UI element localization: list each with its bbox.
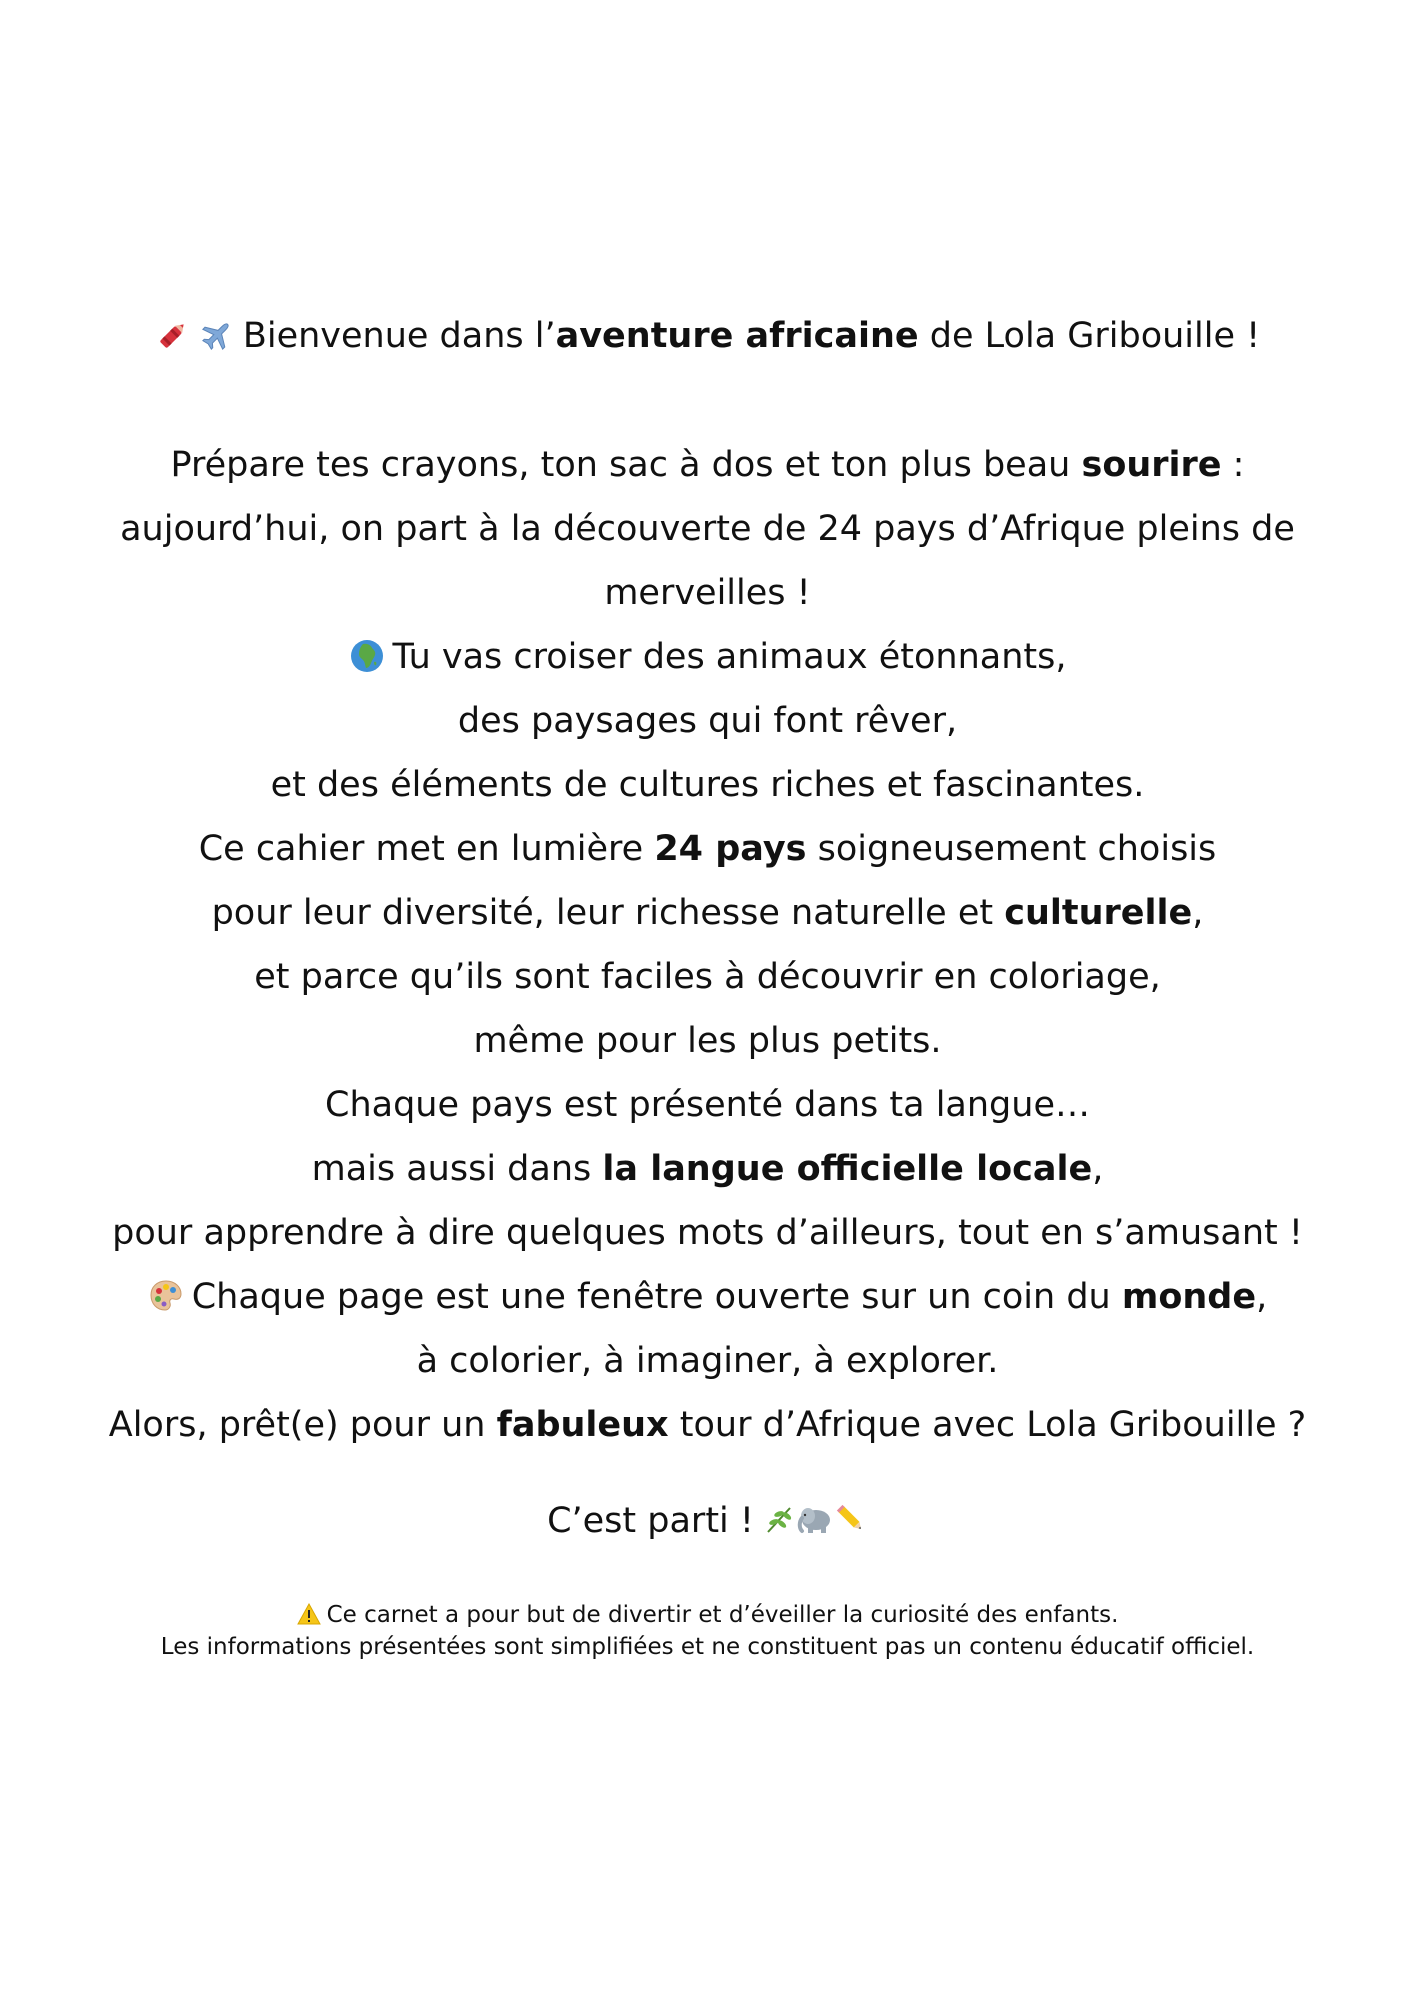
title-text-end: de Lola Gribouille !: [918, 316, 1261, 356]
title-text-bold: aventure africaine: [555, 316, 919, 356]
closing-line: [0, 1496, 1415, 1552]
line-text: ,: [1256, 1277, 1268, 1317]
line-text: mais aussi dans: [311, 1149, 603, 1189]
closing-icons: [762, 1502, 868, 1552]
disclaimer-line-2: [0, 1631, 1415, 1663]
line-text: Tu vas croiser des animaux étonnants,: [392, 637, 1067, 677]
intro-line-1: [0, 440, 1415, 490]
line-text: ,: [1092, 1149, 1104, 1189]
disclaimer-text-2: Les informations présentées sont simplifiées et ne constituent pas un contenu éducatif officiel.: [160, 1634, 1255, 1660]
leaf-icon: [762, 1507, 796, 1547]
intro-line-15: [0, 1336, 1415, 1386]
line-text: Ce cahier met en lumière: [198, 829, 655, 869]
line-text: des paysages qui font rêver,: [457, 701, 958, 741]
line-text-bold: sourire: [1081, 445, 1222, 485]
line-text: et parce qu’ils sont faciles à découvrir en coloriage,: [254, 957, 1161, 997]
line-text: pour apprendre à dire quelques mots d’ailleurs, tout en s’amusant !: [112, 1213, 1303, 1253]
line-text: Chaque page est une fenêtre ouverte sur un coin du: [191, 1277, 1122, 1317]
warning-icon: [297, 1603, 321, 1625]
line-text: aujourd’hui, on part à la découverte de 24 pays d’Afrique pleins de: [120, 509, 1295, 549]
pencil-icon: [834, 1507, 868, 1547]
line-text: merveilles !: [604, 573, 811, 613]
line-text-bold: la langue officielle locale: [602, 1149, 1093, 1189]
intro-line-8: [0, 888, 1415, 938]
globe-africa-icon: [349, 638, 385, 674]
line-text-bold: 24 pays: [654, 829, 807, 869]
line-text: ,: [1192, 893, 1204, 933]
intro-line-13: [0, 1208, 1415, 1258]
intro-line-7: [0, 824, 1415, 874]
line-text: et des éléments de cultures riches et fascinantes.: [270, 765, 1145, 805]
line-text: Chaque pays est présenté dans ta langue…: [325, 1085, 1090, 1125]
intro-line-11: [0, 1080, 1415, 1130]
title-text-start: Bienvenue dans l’: [242, 316, 556, 356]
line-text: même pour les plus petits.: [473, 1021, 942, 1061]
line-text: soigneusement choisis: [806, 829, 1217, 869]
elephant-icon: [796, 1507, 834, 1547]
intro-line-14: [0, 1272, 1415, 1322]
palette-icon: [148, 1278, 184, 1314]
disclaimer-text-1: Ce carnet a pour but de divertir et d’éveiller la curiosité des enfants.: [326, 1602, 1119, 1628]
disclaimer-line-1: [0, 1599, 1415, 1631]
intro-line-12: [0, 1144, 1415, 1194]
line-text: Alors, prêt(e) pour un: [108, 1405, 497, 1445]
crayon-icon: [155, 317, 191, 353]
intro-line-9: [0, 952, 1415, 1002]
welcome-title: [0, 311, 1415, 361]
line-text-bold: culturelle: [1004, 893, 1193, 933]
closing-text: C’est parti !: [547, 1501, 754, 1541]
intro-line-6: [0, 760, 1415, 810]
airplane-icon: [199, 317, 235, 353]
line-text: tour d’Afrique avec Lola Gribouille ?: [668, 1405, 1307, 1445]
line-text: pour leur diversité, leur richesse naturelle et: [211, 893, 1005, 933]
intro-line-4: [0, 632, 1415, 682]
line-text: Prépare tes crayons, ton sac à dos et ton plus beau: [170, 445, 1082, 485]
line-text-bold: monde: [1121, 1277, 1257, 1317]
line-text-bold: fabuleux: [496, 1405, 669, 1445]
intro-line-2: [0, 504, 1415, 554]
line-text: :: [1221, 445, 1245, 485]
intro-line-3: [0, 568, 1415, 618]
intro-line-5: [0, 696, 1415, 746]
intro-line-16: [0, 1400, 1415, 1450]
line-text: à colorier, à imaginer, à explorer.: [416, 1341, 999, 1381]
intro-line-10: [0, 1016, 1415, 1066]
